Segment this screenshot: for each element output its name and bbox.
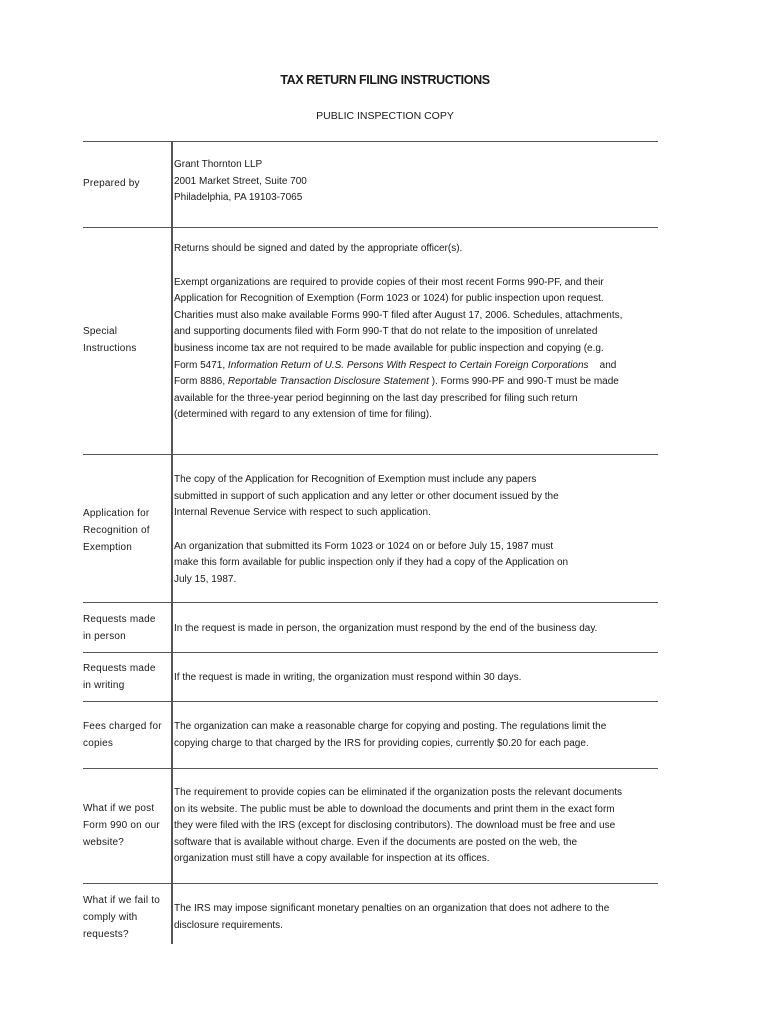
fail-to-comply-label [83, 892, 171, 943]
in-writing-label [83, 660, 171, 694]
text-line: The organization can make a reasonable charge for copying and posting. The regulations limit the [174, 721, 607, 732]
text-line: The copy of the Application for Recognition of Exemption must include any papers [174, 474, 537, 485]
label-line: Application for [83, 508, 150, 519]
label-line: in writing [83, 680, 125, 691]
form-8886-prefix: Form 8886, [174, 376, 226, 388]
form-8886-title: Reportable Transaction Disclosure Statement [227, 376, 429, 388]
text-line: July 15, 1987. [174, 573, 237, 585]
form-5471-line [174, 358, 664, 375]
in-person-row [83, 602, 658, 653]
preparer-name: Grant Thornton LLP [174, 159, 263, 170]
label-line: website? [83, 837, 125, 848]
special-instructions-text [174, 241, 664, 424]
form-8886-line [174, 374, 664, 391]
text-line: organization must still have a copy available for inspection at its offices. [174, 853, 490, 865]
text-line: business income tax are not required to be made available for public inspection and copying (e.g. [174, 342, 604, 354]
website-label [83, 800, 171, 851]
website-row [83, 768, 658, 884]
label-line: Requests made [83, 614, 156, 625]
prepared-by-label: Prepared by [83, 178, 140, 189]
fail-to-comply-text [174, 901, 664, 934]
application-text [174, 472, 664, 589]
special-instructions-row [83, 227, 658, 456]
text-line: software that is available without charge. Even if the documents are posted on the web, the [174, 836, 578, 848]
fees-label [83, 718, 171, 752]
form-5471-suffix: and [599, 359, 617, 371]
text-line: copying charge to that charged by the IRS for providing copies, currently $0.20 for each page. [174, 737, 589, 749]
label-line: Fees charged for [83, 721, 162, 732]
label-line: Special [83, 326, 118, 337]
in-writing-text: If the request is made in writing, the organization must respond within 30 days. [174, 672, 522, 683]
text-line: Exempt organizations are required to provide copies of their most recent Forms 990-PF, and their [174, 276, 604, 288]
label-line: Instructions [83, 343, 137, 354]
text-line: The requirement to provide copies can be eliminated if the organization posts the relevant documents [174, 787, 623, 798]
prepared-by-row [83, 141, 658, 227]
page-title: TAX RETURN FILING INSTRUCTIONS [280, 73, 490, 87]
label-line: Recognition of [83, 525, 150, 536]
application-row [83, 454, 658, 603]
text-line: Charities must also make available Forms 990-T filed after August 17, 2006. Schedules, attachments, [174, 309, 623, 321]
text-line: (determined with regard to any extension of time for filing). [174, 409, 432, 421]
special-instructions-label [83, 323, 171, 357]
fees-row [83, 701, 658, 769]
form-8886-suffix: ). Forms 990-PF and 990-T must be made [431, 376, 619, 388]
text-line: The IRS may impose significant monetary penalties on an organization that does not adhere to the [174, 903, 610, 914]
application-label [83, 505, 171, 556]
text-line: disclosure requirements. [174, 919, 283, 931]
text-line: Internal Revenue Service with respect to such application. [174, 507, 431, 519]
form-5471-title: Information Return of U.S. Persons With Respect to Certain Foreign Corporations [227, 359, 589, 371]
application-paragraph-2 [174, 539, 664, 589]
label-line: Form 990 on our [83, 820, 160, 831]
fail-to-comply-row [83, 883, 658, 946]
exempt-org-paragraph [174, 275, 664, 424]
website-text [174, 785, 664, 868]
preparer-street: 2001 Market Street, Suite 700 [174, 175, 307, 187]
label-line: comply with [83, 912, 138, 923]
signing-note: Returns should be signed and dated by the appropriate officer(s). [174, 243, 463, 254]
label-line: requests? [83, 929, 129, 940]
label-line: in person [83, 631, 126, 642]
text-line: An organization that submitted its Form 1023 or 1024 on or before July 15, 1987 must [174, 540, 554, 552]
text-line: available for the three-year period beginning on the last day prescribed for filing such return [174, 392, 578, 404]
label-line: What if we post [83, 803, 155, 814]
page-subtitle: PUBLIC INSPECTION COPY [316, 110, 454, 122]
text-line: make this form available for public inspection only if they had a copy of the Application on [174, 557, 569, 569]
text-line: on its website. The public must be able to download the documents and print them in the exact form [174, 803, 615, 815]
preparer-city: Philadelphia, PA 19103-7065 [174, 192, 303, 204]
text-line: submitted in support of such application and any letter or other document issued by the [174, 490, 559, 502]
prepared-by-address [174, 157, 664, 207]
in-person-label [83, 611, 171, 645]
form-5471-prefix: Form 5471, [174, 359, 226, 371]
fees-text [174, 719, 664, 752]
label-line: copies [83, 738, 114, 749]
text-line: and supporting documents filed with Form 990-T that do not relate to the imposition of unrelated [174, 326, 598, 338]
label-line: Exemption [83, 542, 133, 553]
label-line: What if we fail to [83, 895, 160, 906]
in-writing-row [83, 652, 658, 702]
label-line: Requests made [83, 663, 156, 674]
text-line: Application for Recognition of Exemption (Form 1023 or 1024) for public inspection upon request. [174, 293, 604, 305]
text-line: they were filed with the IRS (except for disclosing contributors). The download must be free and use [174, 820, 616, 832]
in-person-text: In the request is made in person, the organization must respond by the end of the business day. [174, 623, 598, 634]
application-paragraph-1 [174, 472, 664, 522]
